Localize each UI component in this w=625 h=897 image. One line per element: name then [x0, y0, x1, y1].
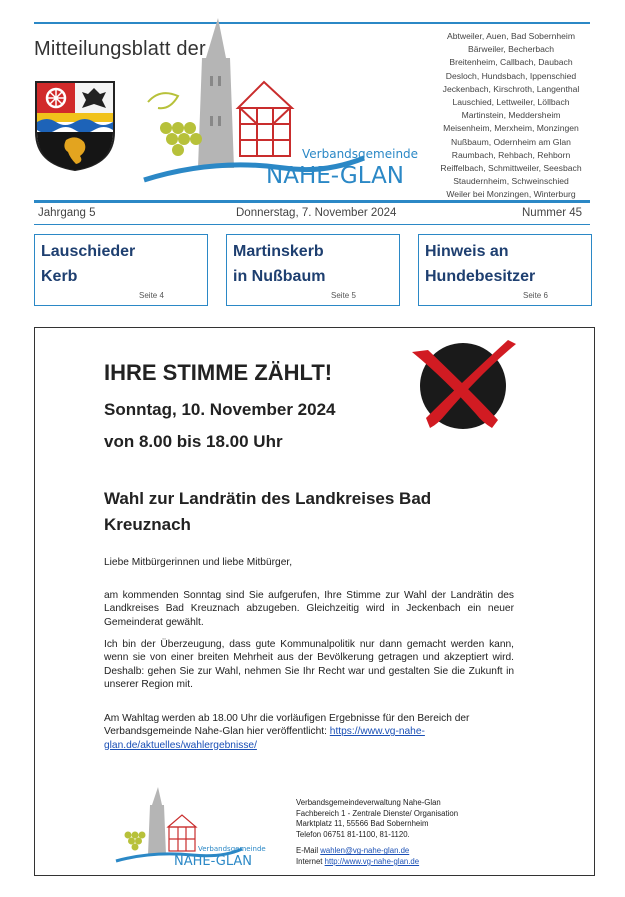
- town-line: Lauschied, Lettweiler, Löllbach: [452, 97, 570, 108]
- teaser-page: Seite 5: [331, 290, 356, 300]
- teaser-martinskerb[interactable]: [226, 234, 400, 306]
- email-line: E-Mail wahlen@vg-nahe-glan.de: [296, 846, 410, 856]
- paragraph-1: am kommenden Sonntag sind Sie aufgerufen, Ihre Stimme zur Wahl der Landrätin des Landkreises Bad Kreuznach abzugeben. Gleichzeitig wird in Jeckenbach ein neuer Gemeinderat gewählt.: [104, 590, 514, 628]
- coat-of-arms-icon: [34, 80, 116, 172]
- infobar-top-rule: [34, 200, 590, 203]
- org-name: Verbandsgemeindeverwaltung Nahe-Glan: [296, 798, 441, 807]
- results-link[interactable]: https://www.vg-nahe-glan.de/aktuelles/wahlergebnisse/: [104, 726, 425, 751]
- teaser-page: Seite 6: [523, 290, 548, 300]
- footer-logo-big-text: NAHE-GLAN: [174, 854, 253, 867]
- website-link[interactable]: http://www.vg-nahe-glan.de: [324, 856, 420, 866]
- town-line: Staudernheim, Schweinschied: [453, 176, 569, 187]
- department: Fachbereich 1 - Zentrale Dienste/ Organisation: [296, 808, 459, 818]
- town-line: Abtweiler, Auen, Bad Sobernheim: [446, 31, 576, 41]
- town-line: Breitenheim, Callbach, Daubach: [449, 57, 573, 68]
- ballot-cross-icon: [404, 338, 522, 432]
- verbandsgemeinde-logo: [134, 18, 424, 193]
- election-date: Sonntag, 10. November 2024: [104, 400, 336, 419]
- teaser-hundebesitzer[interactable]: [418, 234, 592, 306]
- issue-number: Nummer 45: [522, 207, 583, 219]
- phone: Telefon 06751 81-1100, 81-1120.: [296, 829, 410, 839]
- street-address: Marktplatz 11, 55566 Bad Sobernheim: [296, 819, 429, 829]
- town-line: Weiler bei Monzingen, Winterburg: [446, 189, 576, 200]
- greeting: Liebe Mitbürgerinnen und liebe Mitbürger,: [104, 557, 293, 568]
- contact-block: [296, 798, 546, 868]
- town-line: Bärweiler, Becherbach: [468, 44, 554, 55]
- town-line: Meisenheim, Merxheim, Monzingen: [443, 123, 579, 134]
- headline: IHRE STIMME ZÄHLT!: [104, 360, 333, 385]
- web-line: Internet http://www.vg-nahe-glan.de: [296, 856, 420, 866]
- logo-big-text: NAHE-GLAN: [266, 163, 405, 189]
- town-list: [426, 30, 596, 202]
- town-line: Nußbaum, Odernheim am Glan: [451, 136, 571, 147]
- town-line: Jeckenbach, Kirschroth, Langenthal: [442, 83, 580, 94]
- footer-logo: [112, 785, 272, 867]
- teaser-page: Seite 4: [139, 290, 164, 300]
- volume-label: Jahrgang 5: [38, 207, 96, 219]
- town-line: Raumbach, Rehbach, Rehborn: [451, 149, 571, 160]
- town-line: Desloch, Hundsbach, Ippenschied: [445, 70, 577, 81]
- issue-date: Donnerstag, 7. November 2024: [236, 207, 397, 219]
- subheadline: Wahl zur Landrätin des Landkreises Bad Kreuznach: [104, 489, 432, 534]
- teaser-title: Martinskerb in Nußbaum: [233, 243, 326, 285]
- footer-logo-small-text: Verbandsgemeinde: [198, 845, 266, 853]
- paragraph-2: Ich bin der Überzeugung, dass gute Kommunalpolitik nur dann gemacht werden kann, wenn sie von einer breiten Mehrheit aus der Bevölkerung getragen und akzeptiert wird. Deshalb: gehen Sie zur Wahl, nehmen Sie Ihr Recht war und gestalten Sie die Zukunft in unserer Region mit.: [104, 639, 514, 690]
- email-link[interactable]: wahlen@vg-nahe-glan.de: [320, 846, 410, 856]
- town-line: Martinstein, Meddersheim: [461, 110, 561, 121]
- election-time: von 8.00 bis 18.00 Uhr: [104, 432, 283, 451]
- logo-small-text: Verbandsgemeinde: [302, 147, 419, 161]
- teaser-title: Hinweis an Hundebesitzer: [425, 243, 536, 285]
- teaser-title: Lauschieder Kerb: [41, 243, 136, 285]
- paragraph-3: Am Wahltag werden ab 18.00 Uhr die vorläufigen Ergebnisse für den Bereich der Verbandsgemeinde Nahe-Glan hier veröffentlicht: https://www.vg-nahe-glan.de/aktuelles/wahlergebnisse/: [104, 713, 470, 751]
- infobar-bottom-rule: [34, 224, 590, 225]
- town-line: Reiffelbach, Schmittweiler, Seesbach: [440, 163, 582, 174]
- masthead-title: Mitteilungsblatt der: [34, 38, 206, 60]
- teaser-lauschieder-kerb[interactable]: [34, 234, 208, 306]
